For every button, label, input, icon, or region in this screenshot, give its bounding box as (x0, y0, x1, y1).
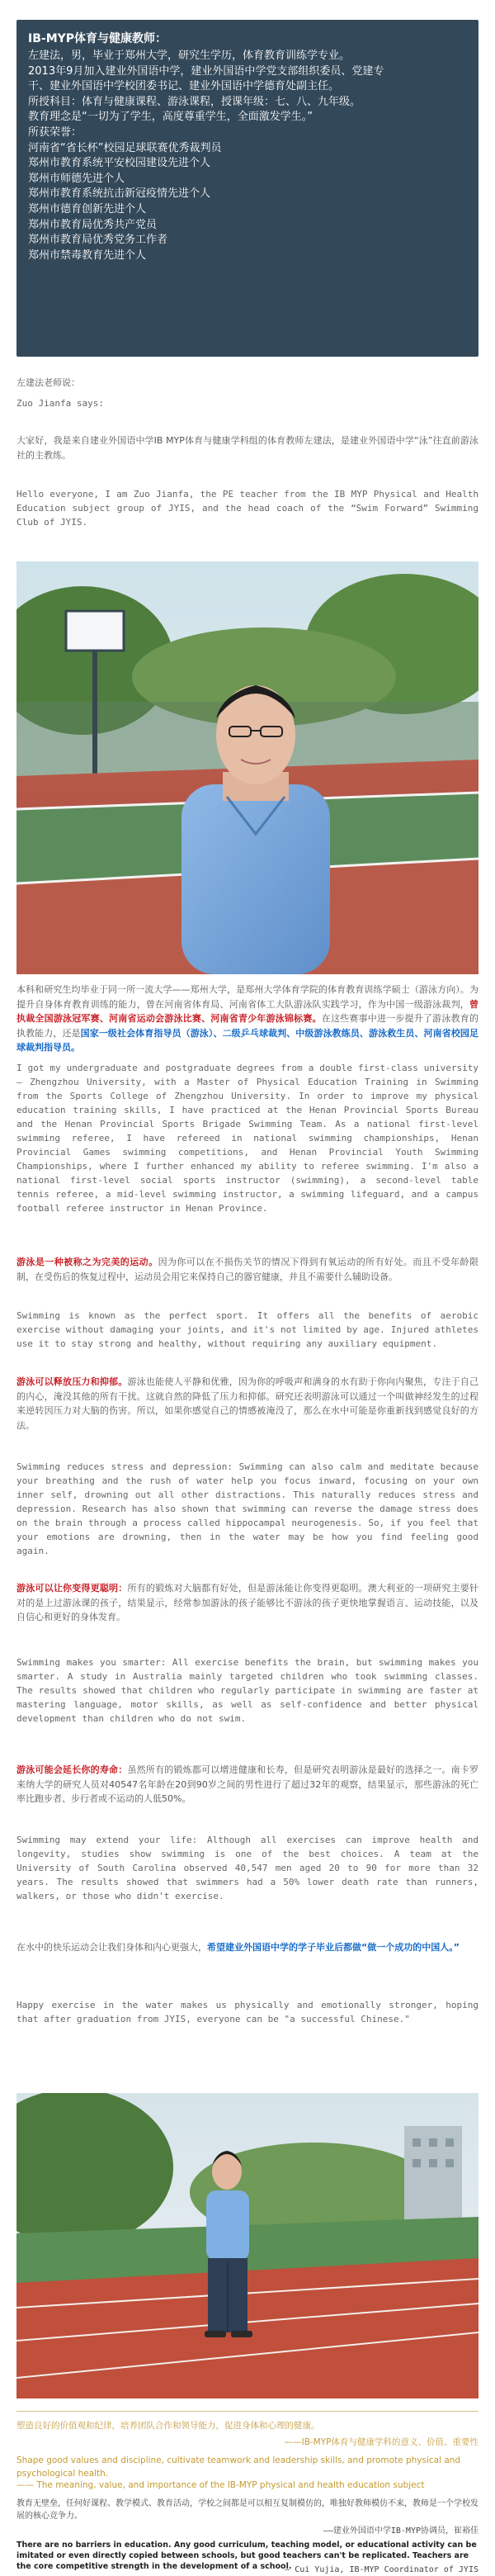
stress-zh (16, 1375, 478, 1432)
teacher-portrait-photo (16, 561, 478, 974)
quote1-attribution-en: —— The meaning, value, and importance of the IB-MYP physical and health education subject (16, 2480, 425, 2490)
stress-text: 游泳也能使人平静和优雅，因为你的呼吸声和满身的水有助于你向内聚焦，专注于自己的内心，淹没其他的所有干扰。这就自然的降低了压力和抑郁。研究还表明游泳可以通过一个叫做神经发生的过程来逆转因压力对大脑的伤害。所以，如果你感觉自己的情感被淹没了，那么在水中可能是你重新找到感觉良好的方法。 (16, 1376, 479, 1431)
honor-item: 郑州市教育局优秀共产党员 (28, 218, 158, 231)
honor-item: 郑州市德育创新先进个人 (28, 202, 147, 215)
smarter-text: 所有的锻炼对大脑都有好处，但是游泳能让你变得更聪明。澳大利亚的一项研究主要针对的是上过游泳课的孩子，结果显示，经常参加游泳的孩子能够比不游泳的孩子更快地掌握语言、运动技能，以及自信心和更好的身体发育。 (16, 1583, 479, 1622)
perfect-sport-heading: 游泳是一种被称之为完美的运动。 (16, 1257, 158, 1267)
longevity-text: 虽然所有的锻炼都可以增进健康和长寿，但是研究表明游泳是最好的选择之一。南卡罗来纳大学的研究人员对40547名年龄在20到90岁之间的男性进行了超过32年的观察，结果显示，那些游泳的死亡率比跑步者、步行者或不运动的人低50%。 (16, 1764, 479, 1804)
quote1-attribution-zh: ——IB-MYP体育与健康学科的意义、价值、重要性 (284, 2437, 478, 2447)
stress-en: Swimming reduces stress and depression: Swimming can also calm and meditate because your breathing and the rush of water help you focus inward, focusing on your own inner self, drowning out all other distractions. This naturally reduces stress and depression. Research has also shown that swimming can reverse the damage stress does on the brain through a process called hippocampal neurogenesis. So, if you feel that your emotions are drowning, then in the water may be how you find feeling good again. (16, 1461, 478, 1556)
card-intro-line: 2013年9月加入建业外国语中学，建业外国语中学党支部组织委员、党建专 (28, 64, 384, 78)
honors-list (28, 141, 467, 264)
longevity-zh (16, 1763, 478, 1807)
honor-item: 河南省“省长杯”校园足球联赛优秀裁判员 (28, 141, 222, 154)
card-intro-line: 左建法，男，毕业于郑州大学，研究生学历，体育教育训练学专业。 (28, 50, 351, 62)
quote2-en: There are no barriers in education. Any good curriculum, teaching model, or educational activity can be imitated or even directly copied between schools, but good teachers can't be replicated. Teachers are the core competitive strength in the development of a school. (16, 2540, 477, 2571)
honor-item: 郑州市禁毒教育先进个人 (28, 249, 147, 262)
honor-item: 郑州市教育系统抗击新冠疫情先进个人 (28, 187, 211, 201)
card-title: IB-MYP体育与健康教师： (28, 32, 167, 45)
teacher-profile-card (16, 20, 478, 357)
smarter-heading: 游泳可以让你变得更聪明： (16, 1583, 128, 1593)
closing-en: Happy exercise in the water makes us physically and emotionally stronger, hoping that after graduation from JYIS, everyone can be "a successful Chinese." (16, 2000, 478, 2024)
closing-zh (16, 1940, 478, 1955)
teacher-track-photo (16, 2093, 478, 2398)
background-paragraph-zh (16, 983, 478, 1055)
card-intro-line: 所获荣誉： (28, 125, 82, 139)
background-highlight-qualifications: 国家一级社会体育指导员（游泳）、二级乒乓球裁判、中级游泳教练员、游泳救生员、河南省校园足球裁判指导员。 (16, 1027, 479, 1053)
quote1-en: Shape good values and discipline, cultivate teamwork and leadership skills, and promote physical and psychological health. (16, 2455, 461, 2479)
background-paragraph-en: I got my undergraduate and postgraduate degrees from a double first-class university — Zhengzhou University, with a Master of Physical Education Training in Swimming from the Sports College of Zhengzhou University. In order to improve my physical education training skills, I have practiced at the Henan Provincial Sports Bureau and the Henan Provincial Sports Brigade Swimming Team. As a national first-level swimming referee, I have refereed in national swimming championships, Henan Provincial Games swimming competitions, and Henan Provincial Youth Swimming Championships, where I further enhanced my ability to referee swimming. I'm also a national first-level social sports instructor (swimming), a second-level table tennis referee, a mid-level swimming instructor, a swimming lifeguard, and a campus football referee instructor in Henan Province. (16, 1063, 478, 1214)
card-intro (28, 49, 467, 141)
background-highlight-referee: 曾执裁全国游泳冠军赛、河南省运动会游泳比赛、河南省青少年游泳锦标赛。 (16, 998, 478, 1024)
smarter-zh (16, 1581, 478, 1625)
smarter-en: Swimming makes you smarter: All exercise benefits the brain, but swimming makes you smarter. A study in Australia mainly targeted children who took swimming classes. The results showed that children who regularly participate in swimming are faster at mastering language, motor skills, as well as self-confidence and better physical development than children who do not swim. (16, 1657, 478, 1724)
quote2-attribution-en: — Cui Yujia, IB-MYP Coordinator of JYIS (285, 2565, 478, 2574)
quote1-zh: 塑造良好的价值观和纪律，培养团队合作和领导能力，促进身体和心理的健康。 (16, 2421, 320, 2431)
card-intro-line: 干、建业外国语中学校团委书记、建业外国语中学德育处副主任。 (28, 80, 340, 93)
closing-text: 在水中的快乐运动会让我们身体和内心更强大， (16, 1942, 207, 1953)
quote-divider (16, 2411, 478, 2412)
quote2-zh: 教育无壁垒，任何好课程、教学模式、教育活动，学校之间都是可以相互复制模仿的，唯独好教师模仿不来，教师是一个学校发展的核心竞争力。 (16, 2499, 478, 2521)
greeting-zh: 左建法老师说： (16, 377, 80, 388)
card-intro-line: 教育理念是“一切为了学生，高度尊重学生，全面激发学生。” (28, 111, 313, 124)
card-intro-line: 所授科目：体育与健康课程、游泳课程，授课年级：七、八、九年级。 (28, 95, 361, 108)
background-text-a: 本科和研究生均毕业于同一所一流大学——郑州大学，是郑州大学体育学院的体育教育训练学硕士（游泳方向）。为提升自身体育教育训练的能力，曾在河南省体育局、河南省体工大队游泳队实践学习，作为中国一级游泳裁判， (16, 984, 478, 1010)
perfect-sport-zh (16, 1255, 478, 1284)
intro-paragraph-zh: 大家好，我是来自建业外国语中学IB MYP体育与健康学科组的体育教师左建法，是建业外国语中学“泳”往直前游泳社的主教练。 (16, 435, 478, 461)
perfect-sport-text: 因为你可以在不损伤关节的情况下得到有氧运动的所有好处。而且不受年龄限制，在受伤后的恢复过程中，运动员会用它来保持自己的器官健康，并且不需要什么辅助设备。 (16, 1257, 478, 1282)
honor-item: 郑州市教育系统平安校园建设先进个人 (28, 157, 211, 170)
stress-heading: 游泳可以释放压力和抑郁。 (16, 1376, 128, 1387)
intro-paragraph-en: Hello everyone, I am Zuo Jianfa, the PE teacher from the IB MYP Physical and Health Education subject group of JYIS, and the head coach of the “Swim Forward” Swimming Club of JYIS. (16, 489, 478, 528)
honor-item: 郑州市师德先进个人 (28, 172, 125, 185)
background-text-c: 在这些赛事中进一步提升了游泳教育的执教能力，还是 (16, 1013, 478, 1039)
honor-item: 郑州市教育局优秀党务工作者 (28, 234, 168, 247)
greeting-en: Zuo Jianfa says: (16, 398, 104, 409)
quote2-attribution-zh: ——建业外国语中学IB-MYP协调员，崔裕佳 (323, 2526, 478, 2536)
closing-highlight: 希望建业外国语中学的学子毕业后都做“做一个成功的中国人。” (207, 1942, 460, 1953)
longevity-heading: 游泳可能会延长你的寿命： (16, 1764, 128, 1775)
perfect-sport-en: Swimming is known as the perfect sport. It offers all the benefits of aerobic exercise without damaging your joints, and it's not limited by age. Injured athletes use it to stay strong and healthy, without requiring any auxiliary equipment. (16, 1310, 478, 1349)
longevity-en: Swimming may extend your life: Although all exercises can improve health and longevity, studies show swimming is one of the best choices. A team at the University of South Carolina observed 40,547 men aged 20 to 90 for more than 32 years. The results showed that swimmers had a 50% lower death rate than runners, walkers, or those who didn't exercise. (16, 1835, 478, 1901)
